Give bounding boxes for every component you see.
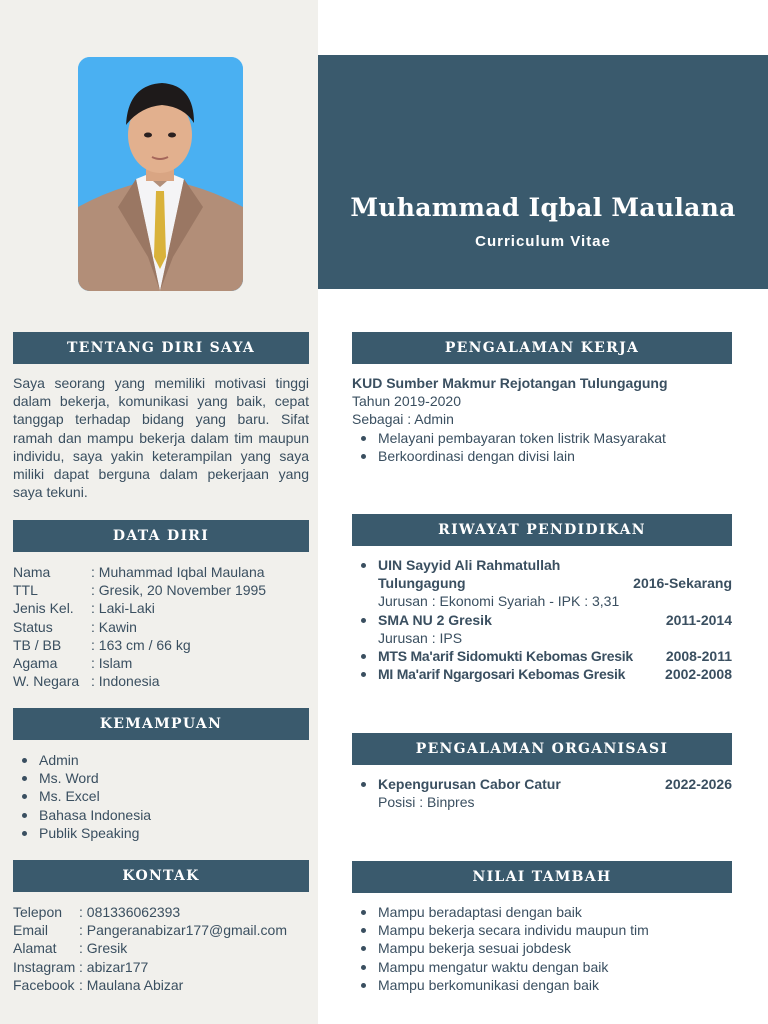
work-duties	[352, 429, 732, 465]
list-item: Melayani pembayaran token listrik Masyarakat	[352, 429, 732, 447]
section-header-about: TENTANG DIRI SAYA	[13, 332, 309, 364]
section-header-personal: DATA DIRI	[13, 520, 309, 552]
section-header-work: PENGALAMAN KERJA	[352, 332, 732, 364]
personal-row: TTL : Gresik, 20 November 1995	[13, 582, 267, 599]
extras-list	[352, 903, 732, 994]
section-header-skills: KEMAMPUAN	[13, 708, 309, 740]
list-item: Admin	[13, 751, 309, 769]
work-company: KUD Sumber Makmur Rejotangan Tulungagung	[352, 375, 668, 391]
list-item: Mampu bekerja sesuai jobdesk	[352, 939, 732, 957]
personal-row: Nama : Muhammad Iqbal Maulana	[13, 564, 265, 580]
personal-row: Agama : Islam	[13, 655, 133, 672]
name-banner	[318, 55, 768, 289]
about-text: Saya seorang yang memiliki motivasi tinggi dalam bekerja, komunikasi yang baik, cepat tanggap terhadap bidang yang baru. Sifat ramah dan mampu bekerja dalam tim maupun individu, saya yakin keterampilan yang saya miliki dapat berguna dalam pekerjaan yang saya tekuni.	[13, 375, 309, 501]
personal-data-list	[13, 563, 309, 690]
personal-row: Status : Kawin	[13, 618, 137, 635]
list-item: Bahasa Indonesia	[13, 806, 309, 824]
list-item: Ms. Excel	[13, 787, 309, 805]
work-role: Sebagai : Admin	[352, 411, 454, 428]
work-experience	[352, 374, 732, 465]
work-period: Tahun 2019-2020	[352, 393, 461, 410]
contact-row: Telepon : 081336062393	[13, 904, 181, 920]
education-list	[352, 556, 732, 683]
contact-list	[13, 903, 313, 994]
organization-item: Kepengurusan Cabor Catur 2022-2026 Posisi : Binpres	[352, 775, 732, 811]
skills-list	[13, 751, 309, 842]
section-header-organization: PENGALAMAN ORGANISASI	[352, 733, 732, 765]
list-item: Mampu bekerja secara individu maupun tim	[352, 921, 732, 939]
education-item: MTS Ma'arif Sidomukti Kebomas Gresik 2008-2011	[352, 647, 732, 665]
full-name: Muhammad Iqbal Maulana	[350, 193, 736, 222]
section-header-contact: KONTAK	[13, 860, 309, 892]
education-item: MI Ma'arif Ngargosari Kebomas Gresik 2002-2008	[352, 665, 732, 683]
personal-row: W. Negara : Indonesia	[13, 673, 160, 690]
list-item: Mampu berkomunikasi dengan baik	[352, 976, 732, 994]
contact-row: Facebook : Maulana Abizar	[13, 976, 184, 993]
list-item: Ms. Word	[13, 769, 309, 787]
profile-photo	[78, 57, 243, 291]
contact-row: Instagram : abizar177	[13, 958, 149, 975]
personal-row: TB / BB : 163 cm / 66 kg	[13, 636, 191, 653]
list-item: Mampu mengatur waktu dengan baik	[352, 958, 732, 976]
list-item: Mampu beradaptasi dengan baik	[352, 903, 732, 921]
section-header-education: RIWAYAT PENDIDIKAN	[352, 514, 732, 546]
education-item: SMA NU 2 Gresik 2011-2014 Jurusan : IPS	[352, 611, 732, 647]
contact-row: Alamat : Gresik	[13, 940, 128, 957]
personal-row: Jenis Kel. : Laki-Laki	[13, 600, 155, 617]
contact-row: Email : Pangeranabizar177@gmail.com	[13, 922, 287, 939]
list-item: Berkoordinasi dengan divisi lain	[352, 447, 732, 465]
list-item: Publik Speaking	[13, 824, 309, 842]
organization-list	[352, 775, 732, 811]
education-item: UIN Sayyid Ali Rahmatullah Tulungagung 2016-Sekarang Jurusan : Ekonomi Syariah - IPK : 3,31	[352, 556, 732, 611]
section-header-extras: NILAI TAMBAH	[352, 861, 732, 893]
document-subtitle: Curriculum Vitae	[475, 233, 611, 250]
